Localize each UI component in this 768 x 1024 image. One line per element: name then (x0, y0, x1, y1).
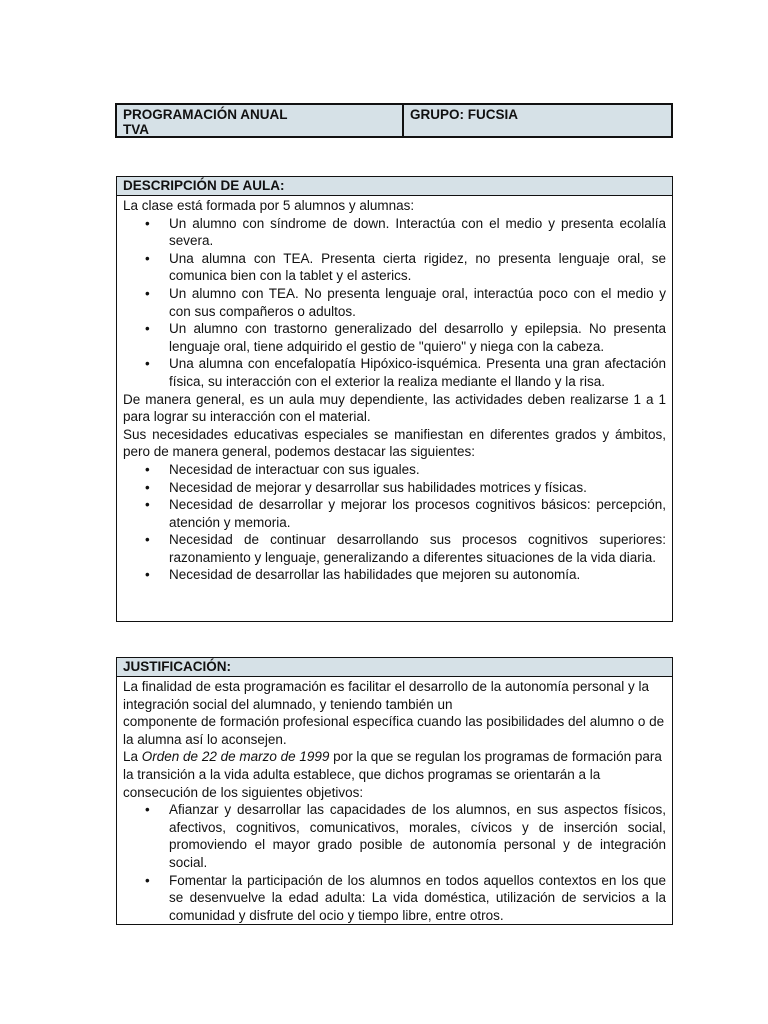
list-item: • Un alumno con TEA. No presenta lenguaje oral, interactúa poco con el medio y con sus compañeros o adultos. (123, 285, 666, 320)
list-item: • Necesidad de desarrollar las habilidades que mejoren su autonomía. (123, 566, 666, 584)
group-label: GRUPO: FUCSIA (410, 107, 518, 122)
header-group-cell (404, 105, 671, 136)
objectives-list (123, 801, 666, 924)
paragraph-prefix: La (123, 749, 142, 765)
paragraph-suffix: por la que se regulan los programas de formación para la transición a la vida adulta establece, que dichos programas se orientarán a la consecución de los siguientes objetivos: (123, 749, 662, 800)
justificacion-paragraph: La finalidad de esta programación es facilitar el desarrollo de la autonomía personal y la integración social del alumnado, y teniendo también un (123, 679, 650, 712)
list-item: • Una alumna con TEA. Presenta cierta rigidez, no presenta lenguaje oral, se comunica bien con la tablet y el asterics. (123, 250, 666, 285)
list-item: • Afianzar y desarrollar las capacidades de los alumnos, en sus aspectos físicos, afectivos, cognitivos, comunicativos, morales, cívicos y de inserción social, promoviendo el mayor grado posible de autonomía personal y de integración social. (123, 801, 666, 871)
justificacion-body (117, 677, 672, 926)
list-item: • Necesidad de mejorar y desarrollar sus habilidades motrices y físicas. (123, 479, 666, 497)
descripcion-section (116, 176, 673, 622)
header-table (115, 103, 673, 138)
descripcion-body (117, 196, 672, 586)
program-subtitle: TVA (123, 122, 149, 137)
justificacion-paragraph: componente de formación profesional específica cuando las posibilidades del alumno o de la alumna así lo aconsejen. (123, 714, 665, 747)
list-item: • Un alumno con trastorno generalizado del desarrollo y epilepsia. No presenta lenguaje oral, tiene adquirido el gestio de "quiero" y niega con la cabeza. (123, 320, 666, 355)
descripcion-paragraph: Sus necesidades educativas especiales se manifiestan en diferentes grados y ámbitos, pero de manera general, podemos destacar las siguientes: (123, 426, 666, 460)
list-item: • Un alumno con síndrome de down. Interactúa con el medio y presenta ecolalía severa. (123, 215, 666, 250)
needs-list (123, 461, 666, 584)
descripcion-intro: La clase está formada por 5 alumnos y alumnas: (123, 198, 415, 213)
list-item: • Una alumna con encefalopatía Hipóxico-isquémica. Presenta una gran afectación física, su interacción con el exterior la realiza mediante el llando y la risa. (123, 355, 666, 390)
descripcion-title: DESCRIPCIÓN DE AULA: (117, 177, 672, 196)
list-item: • Necesidad de interactuar con sus iguales. (123, 461, 666, 479)
students-list (123, 215, 666, 391)
list-item: • Necesidad de desarrollar y mejorar los procesos cognitivos básicos: percepción, atención y memoria. (123, 496, 666, 531)
justificacion-paragraph (123, 748, 666, 801)
header-program-cell (117, 105, 404, 136)
legal-reference: Orden de 22 de marzo de 1999 (141, 749, 330, 765)
list-item: • Necesidad de continuar desarrollando sus procesos cognitivos superiores: razonamiento y lenguaje, generalizando a diferentes situaciones de la vida diaria. (123, 531, 666, 566)
justificacion-section (116, 657, 673, 925)
list-item: • Fomentar la participación de los alumnos en todos aquellos contextos en los que se desenvuelve la edad adulta: La vida doméstica, utilización de servicios a la comunidad y disfrute del ocio y tiempo libre, entre otros. (123, 872, 666, 925)
program-title: PROGRAMACIÓN ANUAL (123, 107, 288, 122)
descripcion-paragraph: De manera general, es un aula muy dependiente, las actividades deben realizarse 1 a 1 para lograr su interacción con el material. (123, 391, 666, 425)
justificacion-title: JUSTIFICACIÓN: (117, 658, 672, 677)
